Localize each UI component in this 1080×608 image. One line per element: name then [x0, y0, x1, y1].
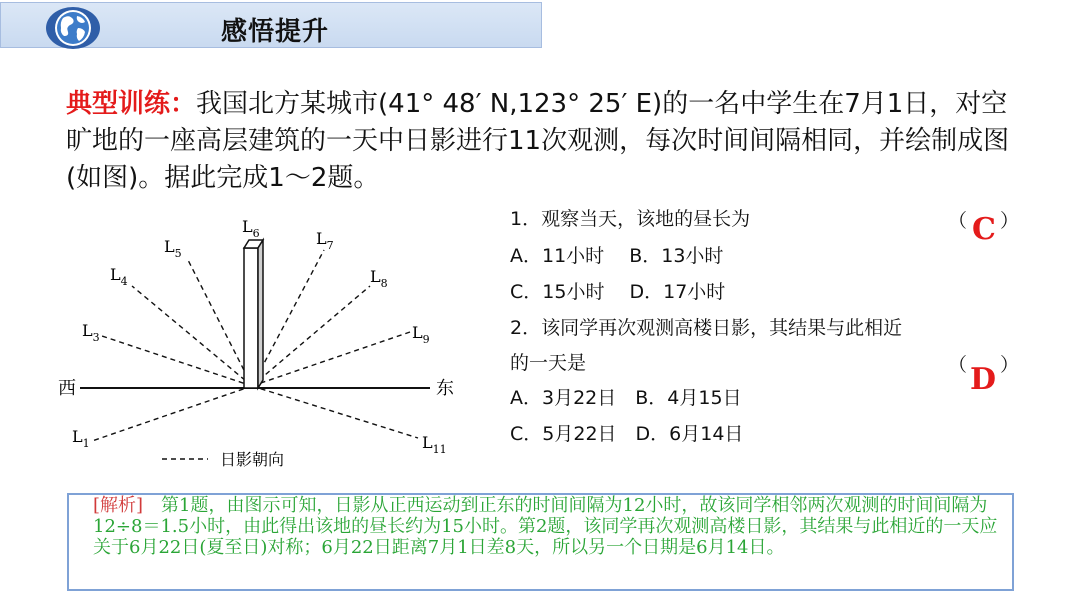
- shadow-line-L1: [92, 386, 252, 441]
- q1-options-line-2: C．15小时 D．17小时: [510, 281, 726, 303]
- shadow-line-L5: [188, 260, 252, 386]
- west-label: 西: [58, 378, 76, 399]
- q1-answer: C: [972, 212, 996, 247]
- shadow-line-L9: [252, 332, 410, 386]
- q1-paren-close: ）: [1000, 210, 1020, 232]
- label-L4: $L_4$: [110, 265, 128, 288]
- label-L9: $L_9$: [412, 323, 430, 346]
- q1-options-line-1: A．11小时 B．13小时: [510, 245, 724, 267]
- explanation-text: 第1题，由图示可知，日影从正西运动到正东的时间间隔为12小时，故该同学相邻两次观测的时间间隔为12÷8＝1.5小时，由此得出该地的昼长约为15小时。第2题，该同学再次观测高楼日影，其结果与此相近的一天应关于6月22日(夏至日)对称；6月22日距离7月1日差8天，所以另一个日期是6月14日。: [93, 495, 998, 558]
- globe-icon: [45, 6, 101, 50]
- question-2-line-1: 2．该同学再次观测高楼日影，其结果与此相近: [510, 317, 903, 339]
- label-L5: $L_5$: [164, 237, 182, 260]
- shadow-line-L8: [252, 286, 370, 386]
- explanation-box: [67, 493, 1014, 591]
- shadow-diagram: [40, 210, 460, 472]
- q2-paren-close: ）: [1000, 354, 1020, 376]
- intro-text: 我国北方某城市(41° 48′ N,123° 25′ E)的一名中学生在7月1日，对空旷地的一座高层建筑的一天中日影进行11次观测，每次时间间隔相同，并绘制成图(如图)。据此完成1～2题。: [66, 89, 1010, 193]
- shadow-line-L11: [252, 386, 418, 438]
- shadow-line-L3: [102, 336, 252, 386]
- question-1: 1．观察当天，该地的昼长为: [510, 208, 751, 230]
- intro-lead: 典型训练：: [66, 89, 197, 119]
- page-title: 感悟提升: [221, 17, 330, 47]
- q1-paren-open: （: [948, 210, 968, 232]
- label-L7: $L_7$: [316, 229, 334, 252]
- shadow-line-L4: [132, 286, 252, 386]
- q2-options-line-2: C．5月22日 D．6月14日: [510, 423, 744, 445]
- q2-answer: D: [970, 362, 997, 397]
- intro-paragraph: [66, 86, 1026, 197]
- q2-options-line-1: A．3月22日 B．4月15日: [510, 387, 742, 409]
- q2-paren-open: （: [948, 354, 968, 376]
- section-header: [0, 2, 542, 48]
- explanation-tag: [解析]: [93, 495, 144, 516]
- building-shape: [244, 240, 263, 388]
- label-L1: $L_1$: [72, 427, 90, 450]
- label-L8: $L_8$: [370, 267, 388, 290]
- question-2-line-2: 的一天是: [510, 352, 587, 374]
- legend-label: 日影朝向: [220, 450, 285, 469]
- east-label: 东: [436, 378, 454, 399]
- label-L11: $L_{11}$: [422, 433, 447, 456]
- label-L6: $L_6$: [242, 217, 260, 240]
- label-L3: $L_3$: [82, 321, 100, 344]
